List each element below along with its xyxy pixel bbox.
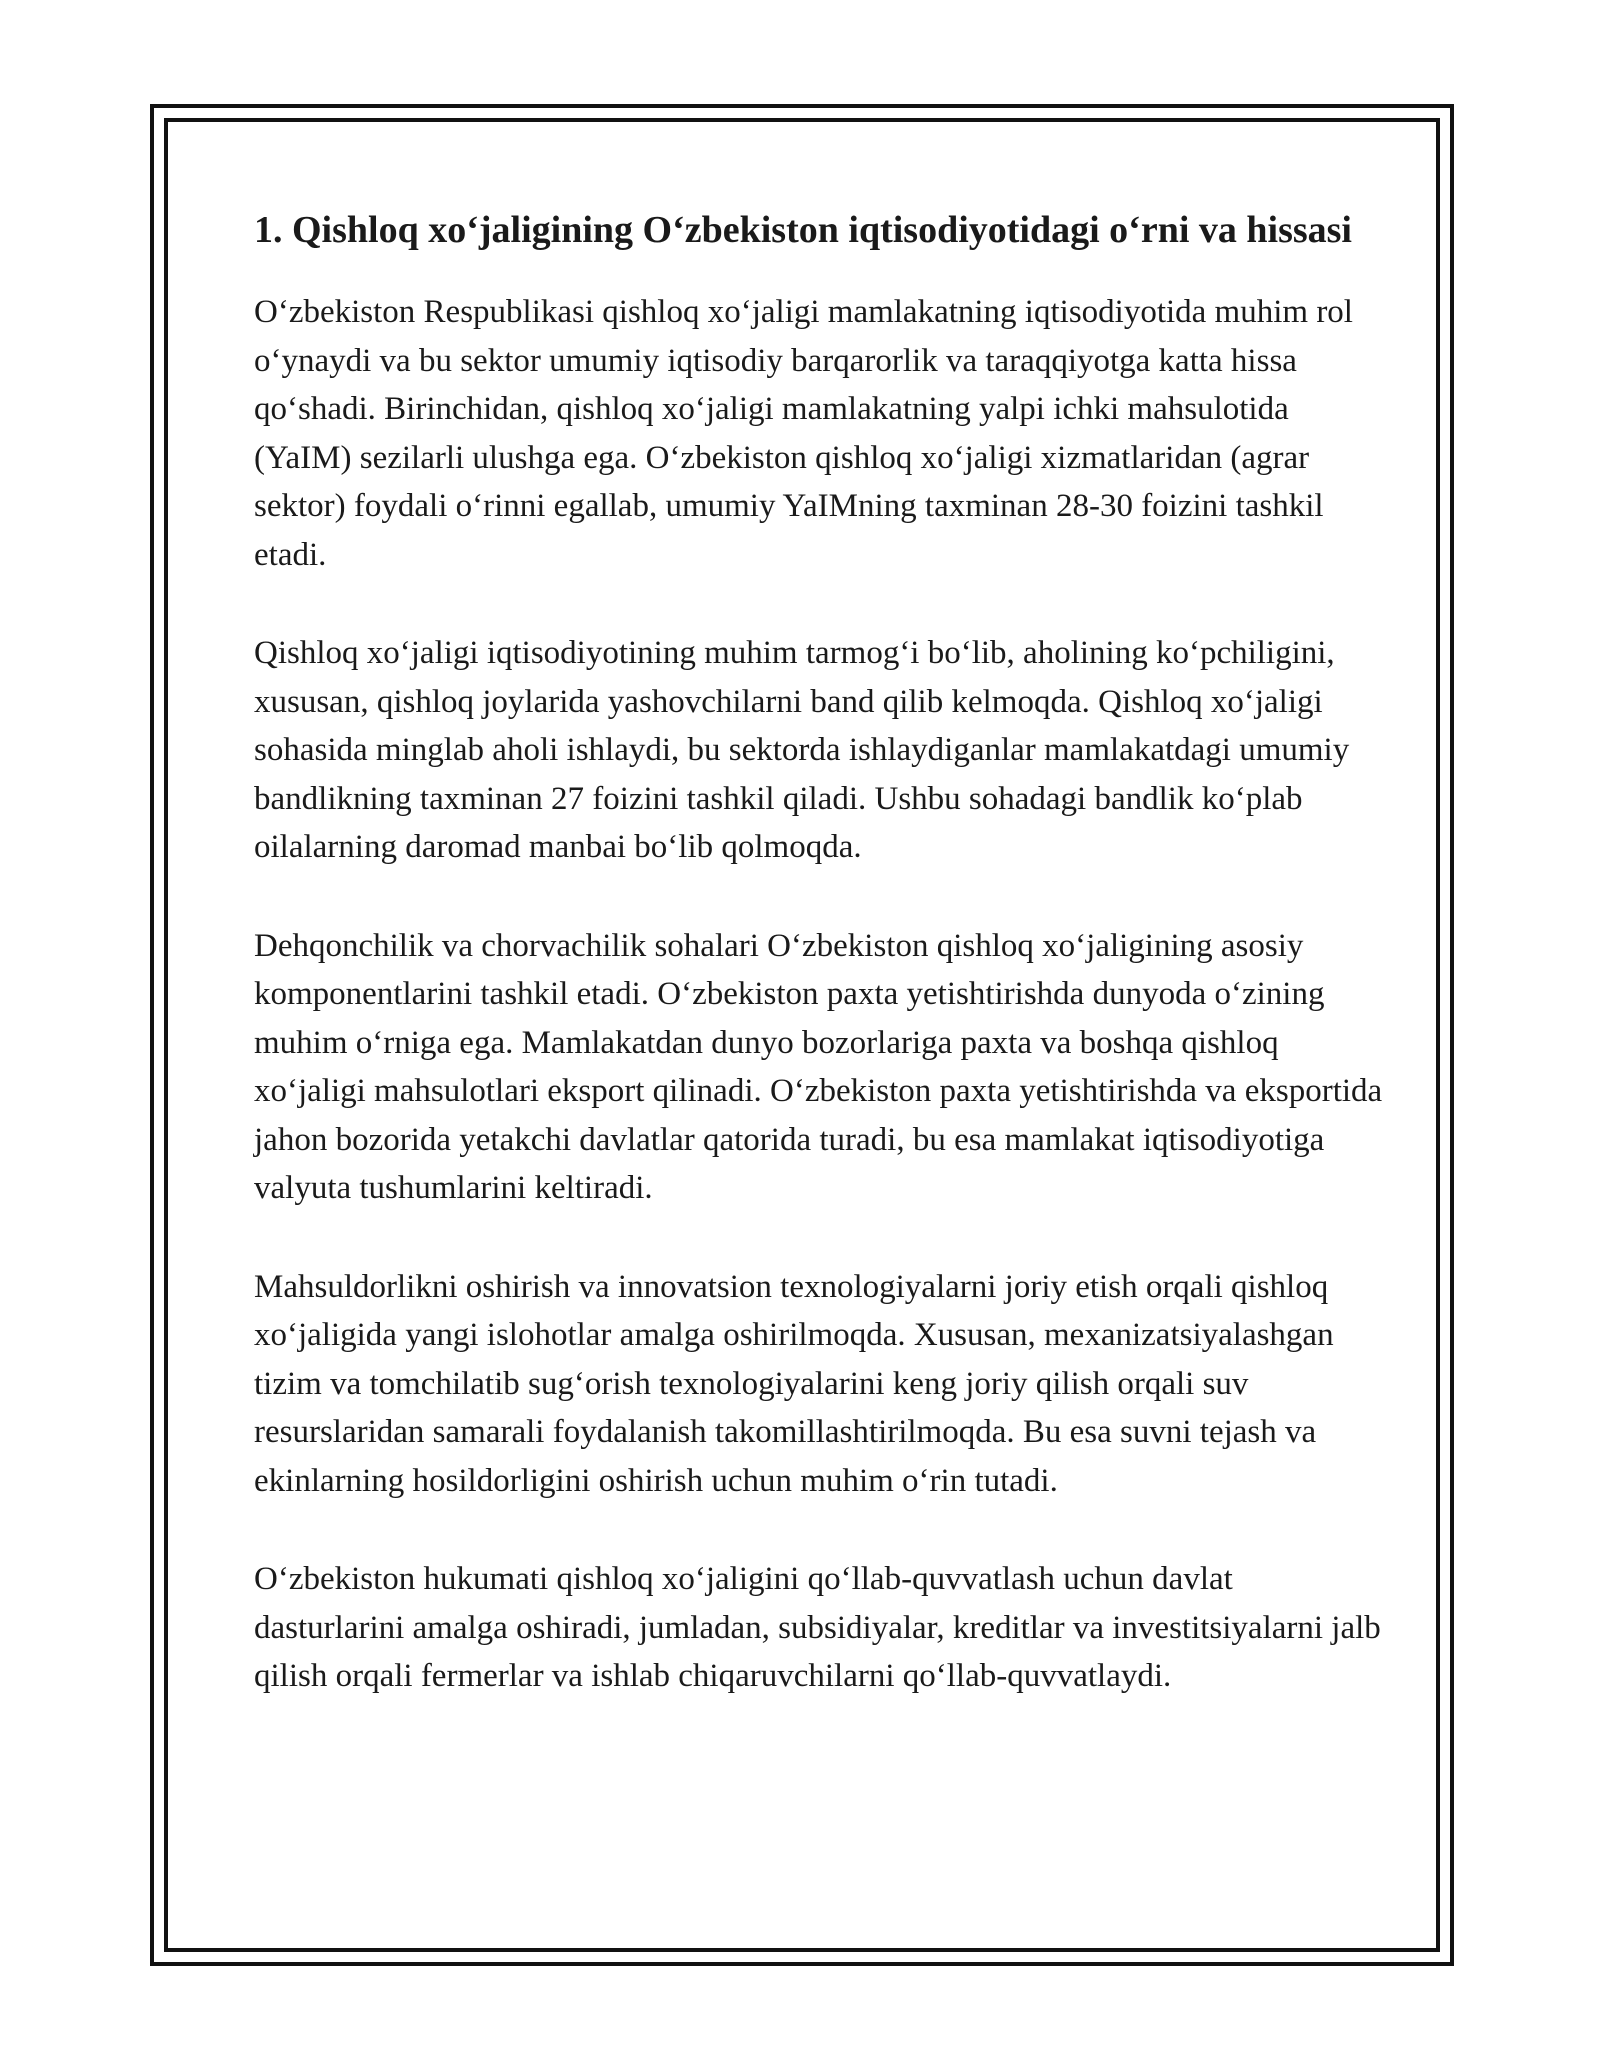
paragraph-1: O‘zbekiston Respublikasi qishloq xo‘jaligi mamlakatning iqtisodiyotida muhim rol o‘ynaydi va bu sektor umumiy iqtisodiy barqarorlik va taraqqiyotga katta hissa qo‘shadi. Birinchidan, qishloq xo‘jaligi mamlakatning yalpi ichki mahsulotida (YaIM) sezilarli ulushga ega. O‘zbekiston qishloq xo‘jaligi xizmatlaridan (agrar sektor) foydali o‘rinni egallab, umumiy YaIMning taxminan 28-30 foizini tashkil etadi. xyxy=(254,294,1353,573)
section-title: 1. Qishloq xo‘jaligining O‘zbekiston iqtisodiyotidagi o‘rni va hissasi xyxy=(254,209,1352,251)
page-border-inner xyxy=(164,118,1440,1952)
document-body xyxy=(254,202,1384,1751)
paragraph-4: Mahsuldorlikni oshirish va innovatsion texnologiyalarni joriy etish orqali qishloq xo‘jaligida yangi islohotlar amalga oshirilmoqda. Xususan, mexanizatsiyalashgan tizim va tomchilatib sug‘orish texnologiyalarini keng joriy qilish orqali suv resurslaridan samarali foydalanish takomillashtirilmoqda. Bu esa suvni tejash va ekinlarning hosildorligini oshirish uchun muhim o‘rin tutadi. xyxy=(254,1268,1334,1499)
page-border-outer xyxy=(150,104,1454,1966)
paragraph-3: Dehqonchilik va chorvachilik sohalari O‘zbekiston qishloq xo‘jaligining asosiy komponentlarini tashkil etadi. O‘zbekiston paxta yetishtirishda dunyoda o‘zining muhim o‘rniga ega. Mamlakatdan dunyo bozorlariga paxta va boshqa qishloq xo‘jaligi mahsulotlari eksport qilinadi. O‘zbekiston paxta yetishtirishda va eksportida jahon bozorida yetakchi davlatlar qatorida turadi, bu esa mamlakat iqtisodiyotiga valyuta tushumlarini keltiradi. xyxy=(254,927,1383,1206)
paragraph-2: Qishloq xo‘jaligi iqtisodiyotining muhim tarmog‘i bo‘lib, aholining ko‘pchiligini, xususan, qishloq joylarida yashovchilarni band qilib kelmoqda. Qishloq xo‘jaligi sohasida minglab aholi ishlaydi, bu sektorda ishlaydiganlar mamlakatdagi umumiy bandlikning taxminan 27 foizini tashkil qiladi. Ushbu sohadagi bandlik ko‘plab oilalarning daromad manbai bo‘lib qolmoqda. xyxy=(254,635,1350,865)
paragraph-5: O‘zbekiston hukumati qishloq xo‘jaligini qo‘llab-quvvatlash uchun davlat dasturlarini amalga oshiradi, jumladan, subsidiyalar, kreditlar va investitsiyalarni jalb qilish orqali fermerlar va ishlab chiqaruvchilarni qo‘llab-quvvatlaydi. xyxy=(254,1561,1381,1694)
